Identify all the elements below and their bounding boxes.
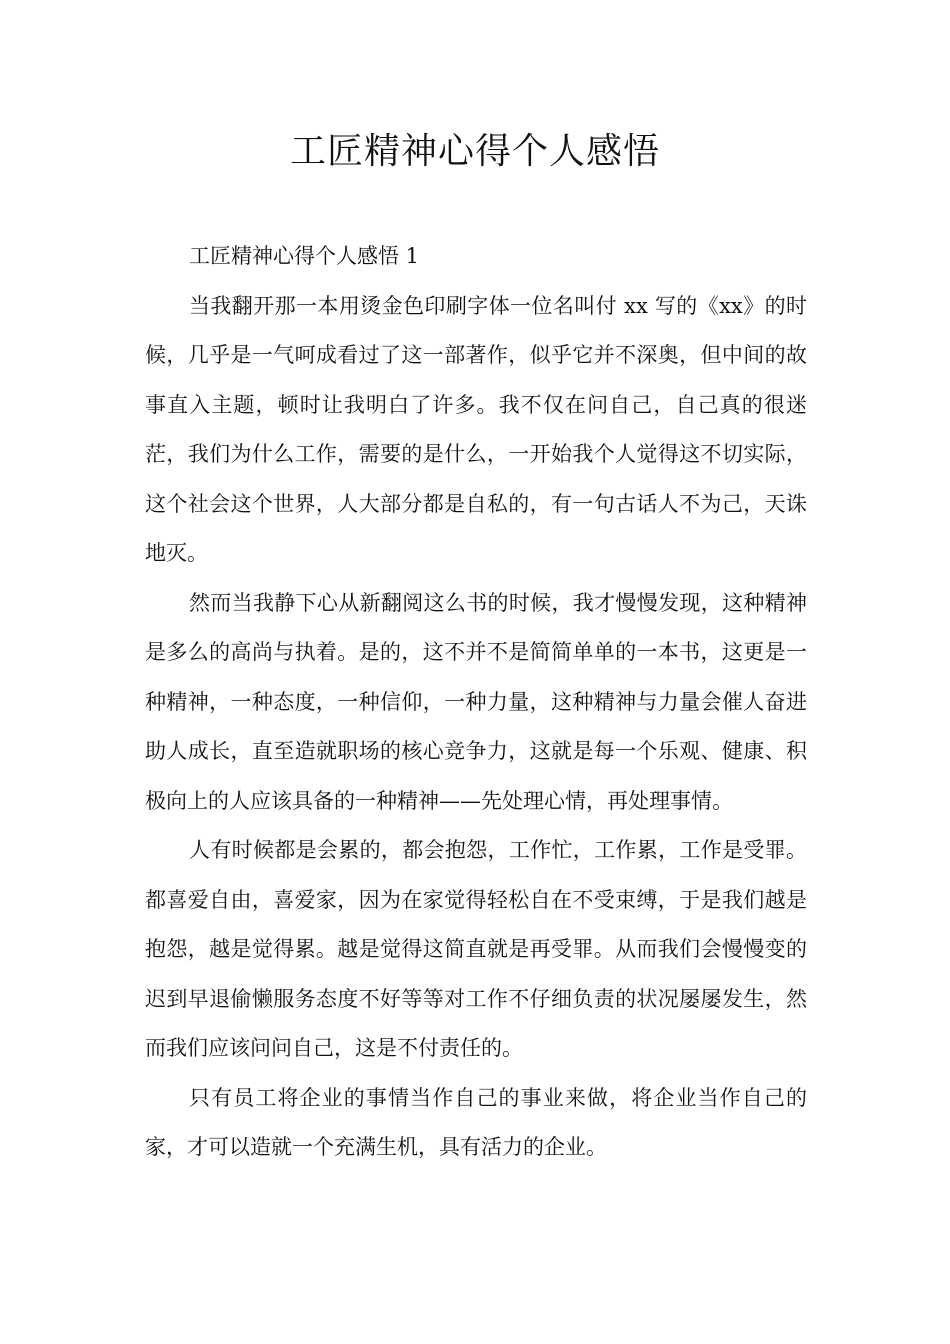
document-title: 工匠精神心得个人感悟 (289, 131, 660, 172)
paragraph: 只有员工将企业的事情当作自己的事业来做，将企业当作自己的家，才可以造就一个充满生机，具有活力的企业。 (145, 1085, 807, 1159)
paragraph: 然而当我静下心从新翻阅这么书的时候，我才慢慢发现，这种精神是多么的高尚与执着。是的，这不并不是简简单单的一本书，这更是一种精神，一种态度，一种信仰，一种力量，这种精神与力量会催人奋进助人成长，直至造就职场的核心竞争力，这就是每一个乐观、健康、积极向上的人应该具备的一种精神——先处理心情，再处理事情。 (145, 590, 807, 813)
paragraph: 当我翻开那一本用烫金色印刷字体一位名叫付 xx 写的《xx》的时候，几乎是一气呵成看过了这一部著作，似乎它并不深奥，但中间的故事直入主题，顿时让我明白了许多。我不仅在问自己，自己真的很迷茫，我们为什么工作，需要的是什么，一开始我个人觉得这不切实际，这个社会这个世界，人大部分都是自私的，有一句古话人不为己，天诛地灭。 (145, 293, 807, 565)
section-heading: 工匠精神心得个人感悟 1 (189, 244, 420, 268)
paragraph: 人有时候都是会累的，都会抱怨，工作忙，工作累，工作是受罪。都喜爱自由，喜爱家，因为在家觉得轻松自在不受束缚，于是我们越是抱怨，越是觉得累。越是觉得这简直就是再受罪。从而我们会慢慢变的迟到早退偷懒服务态度不好等等对工作不仔细负责的状况屡屡发生，然而我们应该问问自己，这是不付责任的。 (145, 838, 807, 1060)
document-body (145, 232, 807, 1173)
